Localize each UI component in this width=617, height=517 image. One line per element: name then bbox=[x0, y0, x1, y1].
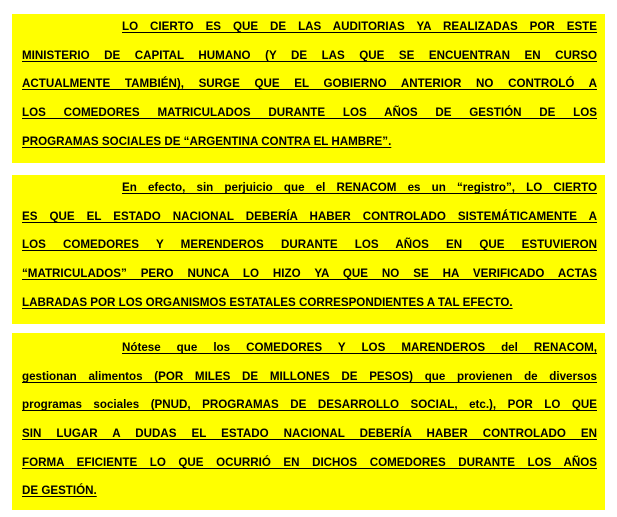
text-line: SIN LUGAR A DUDAS EL ESTADO NACIONAL DEBERÍA HABER CONTROLADO EN bbox=[22, 427, 597, 440]
text-line: LOS COMEDORES MATRICULADOS DURANTE LOS AÑOS DE GESTIÓN DE LOS bbox=[22, 106, 597, 119]
text-line: LABRADAS POR LOS ORGANISMOS ESTATALES CORRESPONDIENTES A TAL EFECTO. bbox=[22, 296, 513, 309]
text-line: LOS COMEDORES Y MERENDEROS DURANTE LOS AÑOS EN QUE ESTUVIERON bbox=[22, 238, 597, 251]
text-line: PROGRAMAS SOCIALES DE “ARGENTINA CONTRA EL HAMBRE”. bbox=[22, 135, 392, 148]
text-line: FORMA EFICIENTE LO QUE OCURRIÓ EN DICHOS COMEDORES DURANTE LOS AÑOS bbox=[22, 456, 597, 469]
paragraph-3-highlight bbox=[12, 333, 605, 510]
paragraph-2-highlight bbox=[12, 175, 605, 324]
text-line: MINISTERIO DE CAPITAL HUMANO (Y DE LAS QUE SE ENCUENTRAN EN CURSO bbox=[22, 49, 597, 62]
paragraph-1-highlight bbox=[12, 14, 605, 163]
text-line: gestionan alimentos (POR MILES DE MILLONES DE PESOS) que provienen de diversos bbox=[22, 370, 597, 383]
text-line: ES QUE EL ESTADO NACIONAL DEBERÍA HABER CONTROLADO SISTEMÁTICAMENTE A bbox=[22, 210, 597, 223]
text-line: En efecto, sin perjuicio que el RENACOM es un “registro”, LO CIERTO bbox=[122, 181, 597, 194]
text-line: Nótese que los COMEDORES Y LOS MARENDEROS del RENACOM, bbox=[122, 341, 597, 354]
text-line: DE GESTIÓN. bbox=[22, 484, 97, 497]
text-line: LO CIERTO ES QUE DE LAS AUDITORIAS YA REALIZADAS POR ESTE bbox=[122, 20, 597, 33]
text-line: ACTUALMENTE TAMBIÉN), SURGE QUE EL GOBIERNO ANTERIOR NO CONTROLÓ A bbox=[22, 77, 597, 90]
text-line: “MATRICULADOS” PERO NUNCA LO HIZO YA QUE NO SE HA VERIFICADO ACTAS bbox=[22, 267, 597, 280]
text-line: programas sociales (PNUD, PROGRAMAS DE DESARROLLO SOCIAL, etc.), POR LO QUE bbox=[22, 398, 597, 411]
